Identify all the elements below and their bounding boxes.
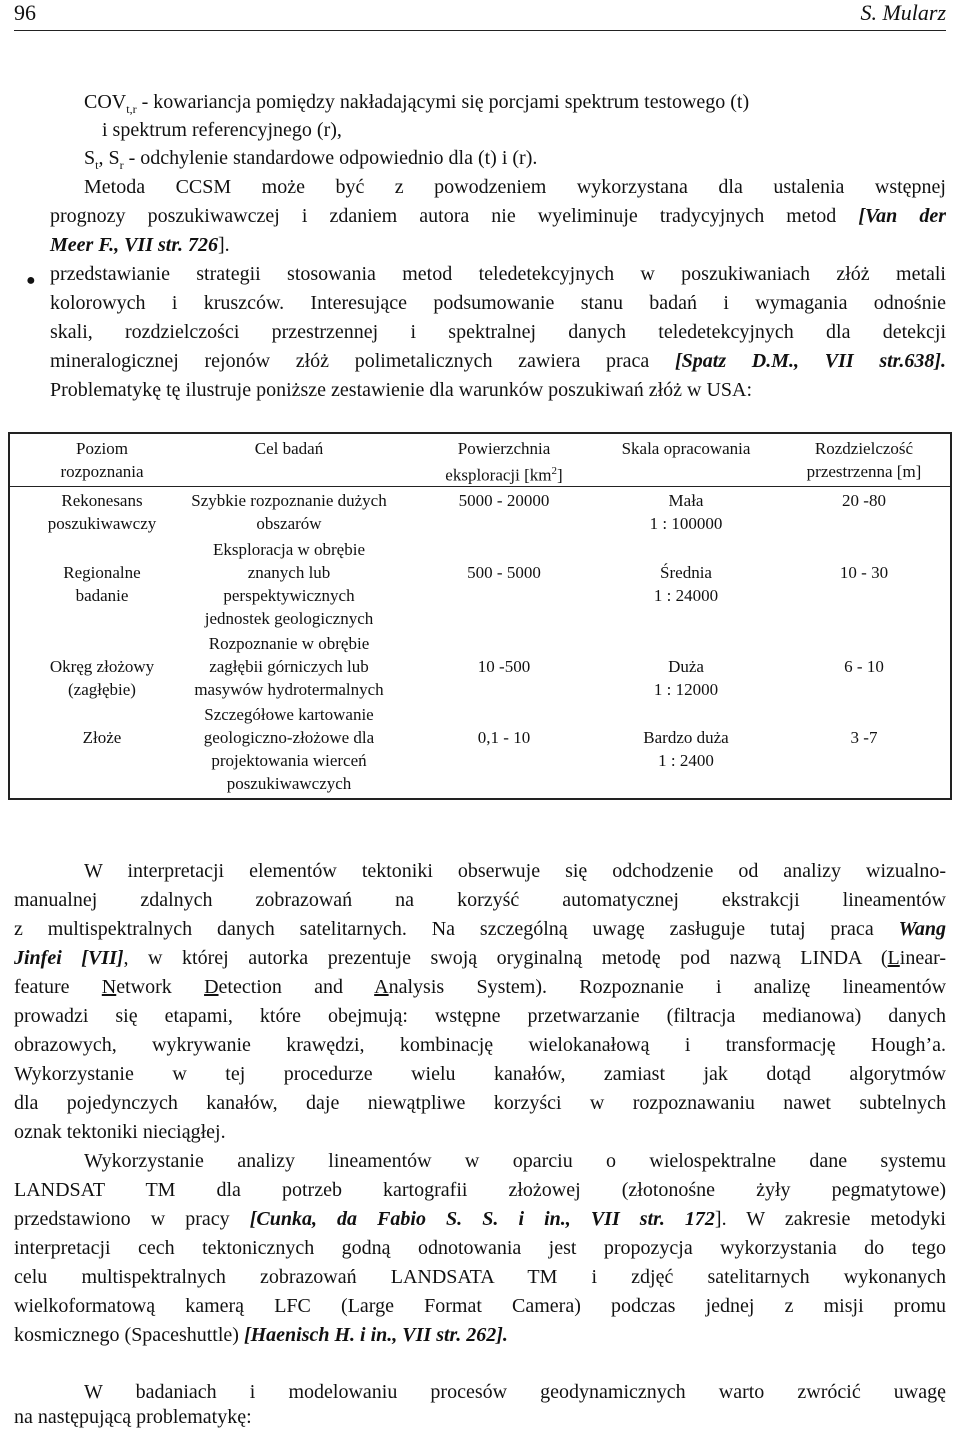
table-row-1-area: 5000 - 20000: [458, 491, 550, 510]
cov-definition-cont: i spektrum referencyjnego (r),: [102, 119, 342, 141]
para2-line-4: interpretacji cech tektonicznych godną odnotowania jest propozycja wykorzystania do tego: [14, 1237, 946, 1259]
table-row-3-resolution: 6 - 10: [844, 657, 884, 676]
table-row-1-goal: Szybkie rozpoznanie dużych obszarów: [191, 491, 387, 533]
table-row-1-scale: Mała 1 : 100000: [649, 491, 723, 533]
bullet-line-4: mineralogicznej rejonów złóż polimetalicznych zawiera praca [Spatz D.M., VII str.638].: [50, 350, 946, 372]
para2-line-3: przedstawiono w pracy [Cunka, da Fabio S. S. i in., VII str. 172]. W zakresie metodyki: [14, 1208, 946, 1230]
table-row-3-goal: Rozpoznanie w obrębie zagłębii górniczych lub masywów hydrotermalnych: [194, 634, 384, 699]
running-head: [14, 2, 946, 31]
header-scale: Skala opracowania: [621, 439, 751, 458]
para2-line-6: wielkoformatową kamerą LFC (Large Format Camera) podczas jednej z misji promu: [14, 1295, 946, 1317]
para2-line-5: celu multispektralnych zobrazowań LANDSATA TM i zdjęć satelitarnych wykonanych: [14, 1266, 946, 1288]
table-row-2-goal: Eksploracja w obrębie znanych lub perspektywicznych jednostek geologicznych: [204, 540, 374, 628]
table-row-3-area: 10 -500: [477, 657, 531, 676]
para2-line-2: LANDSAT TM dla potrzeb kartografii złożowej (złotonośne żyły pegmatytowe): [14, 1179, 946, 1201]
para1-line-6: prowadzi się etapami, które obejmują: wstępne przetwarzanie (filtracja medianowa) danych: [14, 1005, 946, 1027]
page-number: 96: [14, 0, 36, 25]
bullet-line-1: przedstawianie strategii stosowania metod teledetekcyjnych w poszukiwaniach złóż metali: [50, 263, 946, 285]
table-row-1-resolution: 20 -80: [842, 491, 886, 510]
para1-line-7: obrazowych, wykrywanie krawędzi, kombinację wielokanałową i transformację Hough’a.: [14, 1034, 946, 1056]
running-author: S. Mularz: [860, 0, 946, 25]
table-row-4-level: Złoże: [82, 728, 122, 747]
table-row-4-scale: Bardzo duża 1 : 2400: [643, 728, 729, 770]
para1-line-2: manualnej zdalnych zobrazowań na korzyść automatycznej ekstrakcji lineamentów: [14, 889, 946, 911]
header-resolution: Rozdzielczość przestrzenna [m]: [806, 439, 922, 481]
header-goal: Cel badań: [254, 439, 324, 458]
para2-line-7: kosmicznego (Spaceshuttle) [Haenisch H. i in., VII str. 262].: [14, 1324, 508, 1346]
bullet-line-5: Problematykę tę ilustruje poniższe zestawienie dla warunków poszukiwań złóż w USA:: [50, 379, 753, 401]
table-row-4-goal: Szczegółowe kartowanie geologiczno-złożowe dla projektowania wierceń poszukiwawczych: [203, 705, 375, 793]
bullet-line-3: skali, rozdzielczości przestrzennej i spektralnej danych teledetekcyjnych dla detekcji: [50, 321, 946, 343]
para3-line-2: na następującą problematykę:: [14, 1406, 252, 1428]
ccsm-line-1: Metoda CCSM może być z powodzeniem wykorzystana dla ustalenia wstępnej: [84, 176, 946, 198]
ccsm-line-3: Meer F., VII str. 726].: [50, 234, 230, 256]
table-row-3-scale: Duża 1 : 12000: [653, 657, 719, 699]
ccsm-line-2: prognozy poszukiwawczej i zdaniem autora nie wyeliminuje tradycyjnych metod [Van der: [50, 205, 946, 227]
para1-line-3: z multispektralnych danych satelitarnych. Na szczególną uwagę zasługuje tutaj praca Wang: [14, 918, 946, 940]
para1-line-1: W interpretacji elementów tektoniki obserwuje się odchodzenie od analizy wizualno-: [84, 860, 946, 882]
table-row-2-scale: Średnia 1 : 24000: [653, 563, 719, 605]
table-row-2-resolution: 10 - 30: [839, 563, 889, 582]
header-area: Powierzchnia eksploracji $[km^2]$: [445, 439, 563, 485]
cov-definition: $COV_{t,r}$ - kowariancja pomiędzy nakładającymi się porcjami spektrum testowego (t): [84, 91, 750, 116]
header-level: Poziom rozpoznania: [60, 439, 144, 481]
para3-line-1: W badaniach i modelowaniu procesów geodynamicznych warto zwrócić uwagę: [84, 1381, 946, 1403]
para1-line-4: Jinfei [VII], w której autorka prezentuje swoją oryginalną metodę pod nazwą LINDA (Linear-: [14, 947, 946, 969]
table-row-4-resolution: 3 -7: [850, 728, 878, 747]
table-row-3-level: Okręg złożowy (zagłębie): [49, 657, 155, 699]
table-row-2-level: Regionalne badanie: [63, 563, 141, 605]
para2-line-1: Wykorzystanie analizy lineamentów w oparciu o wielospektralne dane systemu: [84, 1150, 946, 1172]
bullet-line-2: kolorowych i kruszców. Interesujące podsumowanie stanu badań i wymagania odnośnie: [50, 292, 946, 314]
table-row-4-area: 0,1 - 10: [477, 728, 531, 747]
para1-line-5: feature Network Detection and Analysis System). Rozpoznanie i analizę lineamentów: [14, 976, 946, 998]
para1-line-8: Wykorzystanie w tej procedurze wielu kanałów, zamiast jak dotąd algorytmów: [14, 1063, 946, 1085]
para1-line-10: oznak tektoniki nieciągłej.: [14, 1121, 226, 1143]
para1-line-9: dla pojedynczych kanałów, daje niewątpliwe korzyści w rozpoznawaniu nawet subtelnych: [14, 1092, 946, 1114]
table-row-1-level: Rekonesans poszukiwawczy: [47, 491, 157, 533]
table-row-2-area: 500 - 5000: [467, 563, 541, 582]
bullet-icon: ●: [26, 272, 36, 289]
s-definition: $S_t$, $S_r$ - odchylenie standardowe odpowiednio dla (t) i (r).: [84, 147, 538, 172]
